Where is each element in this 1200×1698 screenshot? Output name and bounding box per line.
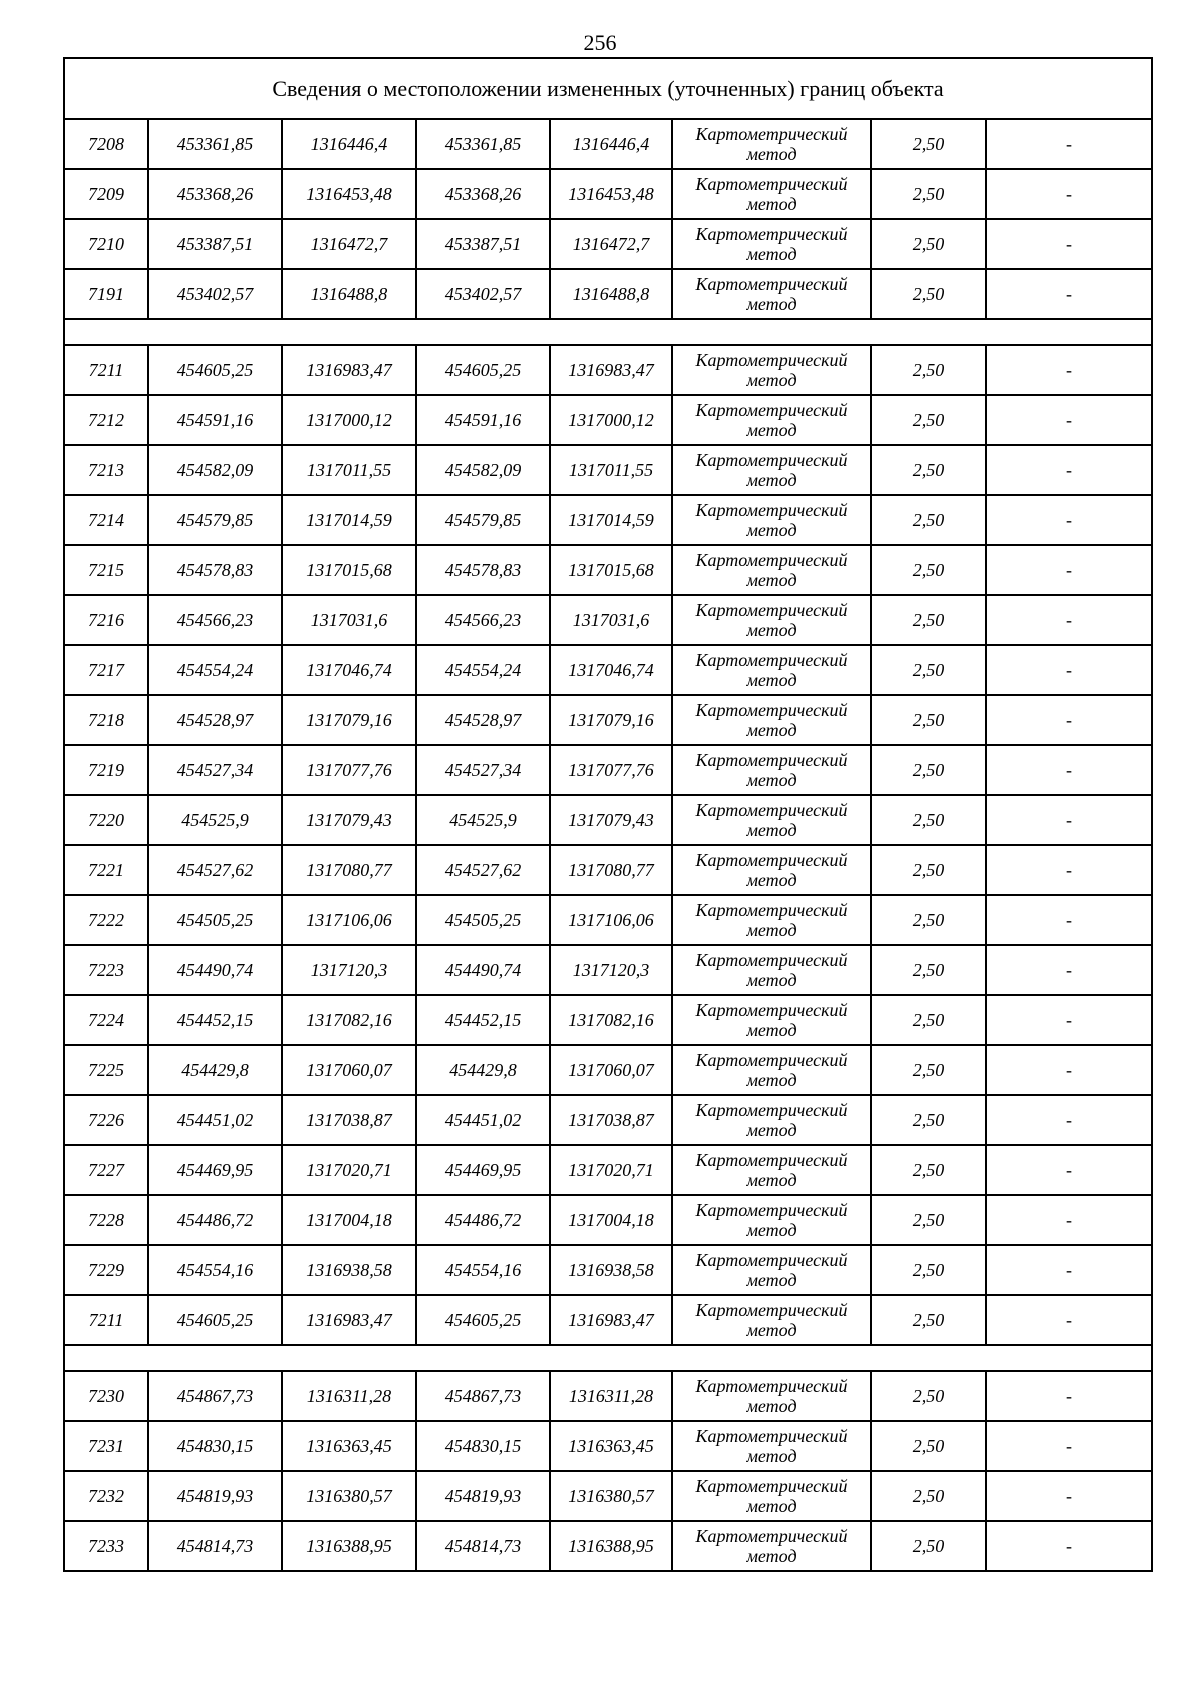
cell-method: Картометрический метод (672, 545, 871, 595)
cell-y-new: 1317046,74 (550, 645, 672, 695)
cell-y-new: 1317000,12 (550, 395, 672, 445)
cell-x-existing: 454527,62 (148, 845, 282, 895)
cell-x-new: 454605,25 (416, 345, 550, 395)
cell-y-existing: 1317120,3 (282, 945, 416, 995)
cell-x-new: 454486,72 (416, 1195, 550, 1245)
cell-method: Картометрический метод (672, 895, 871, 945)
cell-point-number: 7191 (64, 269, 148, 319)
table-row (64, 595, 1152, 645)
cell-y-new: 1316488,8 (550, 269, 672, 319)
cell-y-existing: 1316983,47 (282, 345, 416, 395)
cell-y-new: 1316311,28 (550, 1371, 672, 1421)
cell-method: Картометрический метод (672, 845, 871, 895)
separator-cell (64, 319, 1152, 345)
table-row (64, 645, 1152, 695)
table-row (64, 1245, 1152, 1295)
cell-method: Картометрический метод (672, 269, 871, 319)
cell-x-existing: 454578,83 (148, 545, 282, 595)
table-row (64, 395, 1152, 445)
cell-point-number: 7212 (64, 395, 148, 445)
cell-point-number: 7224 (64, 995, 148, 1045)
cell-method: Картометрический метод (672, 1295, 871, 1345)
cell-y-existing: 1316453,48 (282, 169, 416, 219)
cell-accuracy: 2,50 (871, 1295, 986, 1345)
cell-accuracy: 2,50 (871, 1195, 986, 1245)
cell-y-existing: 1317046,74 (282, 645, 416, 695)
cell-x-new: 454505,25 (416, 895, 550, 945)
cell-point-number: 7232 (64, 1471, 148, 1521)
table-header-row (64, 58, 1152, 119)
cell-description: - (986, 1095, 1152, 1145)
cell-description: - (986, 219, 1152, 269)
cell-y-existing: 1317038,87 (282, 1095, 416, 1145)
cell-description: - (986, 395, 1152, 445)
table-row (64, 269, 1152, 319)
cell-description: - (986, 695, 1152, 745)
cell-y-existing: 1317060,07 (282, 1045, 416, 1095)
cell-point-number: 7213 (64, 445, 148, 495)
cell-y-existing: 1317106,06 (282, 895, 416, 945)
cell-x-existing: 454554,16 (148, 1245, 282, 1295)
cell-y-new: 1316983,47 (550, 345, 672, 395)
cell-y-existing: 1316472,7 (282, 219, 416, 269)
table-row (64, 945, 1152, 995)
cell-x-existing: 454554,24 (148, 645, 282, 695)
cell-point-number: 7211 (64, 345, 148, 395)
cell-description: - (986, 1295, 1152, 1345)
cell-y-existing: 1316388,95 (282, 1521, 416, 1571)
cell-description: - (986, 495, 1152, 545)
cell-y-existing: 1316938,58 (282, 1245, 416, 1295)
cell-method: Картометрический метод (672, 345, 871, 395)
cell-x-existing: 454566,23 (148, 595, 282, 645)
table-row (64, 845, 1152, 895)
cell-description: - (986, 119, 1152, 169)
cell-y-new: 1317004,18 (550, 1195, 672, 1245)
cell-method: Картометрический метод (672, 995, 871, 1045)
cell-x-existing: 454525,9 (148, 795, 282, 845)
cell-description: - (986, 745, 1152, 795)
cell-x-new: 454527,62 (416, 845, 550, 895)
cell-method: Картометрический метод (672, 645, 871, 695)
cell-accuracy: 2,50 (871, 545, 986, 595)
cell-description: - (986, 1195, 1152, 1245)
cell-y-existing: 1317011,55 (282, 445, 416, 495)
cell-accuracy: 2,50 (871, 845, 986, 895)
cell-method: Картометрический метод (672, 119, 871, 169)
cell-x-existing: 454429,8 (148, 1045, 282, 1095)
cell-y-existing: 1317020,71 (282, 1145, 416, 1195)
cell-accuracy: 2,50 (871, 119, 986, 169)
cell-description: - (986, 345, 1152, 395)
cell-x-new: 454528,97 (416, 695, 550, 745)
cell-y-new: 1317038,87 (550, 1095, 672, 1145)
table-row (64, 995, 1152, 1045)
cell-x-new: 453387,51 (416, 219, 550, 269)
cell-method: Картометрический метод (672, 795, 871, 845)
cell-y-existing: 1317077,76 (282, 745, 416, 795)
cell-description: - (986, 595, 1152, 645)
cell-accuracy: 2,50 (871, 645, 986, 695)
cell-y-existing: 1316488,8 (282, 269, 416, 319)
cell-x-new: 454527,34 (416, 745, 550, 795)
cell-y-new: 1316938,58 (550, 1245, 672, 1295)
cell-y-existing: 1316446,4 (282, 119, 416, 169)
cell-x-existing: 454505,25 (148, 895, 282, 945)
cell-point-number: 7230 (64, 1371, 148, 1421)
table-row (64, 1045, 1152, 1095)
cell-description: - (986, 169, 1152, 219)
cell-x-new: 454452,15 (416, 995, 550, 1045)
cell-y-existing: 1317004,18 (282, 1195, 416, 1245)
table-row (64, 1295, 1152, 1345)
cell-y-existing: 1317015,68 (282, 545, 416, 595)
table-body (64, 58, 1152, 1571)
cell-y-new: 1316472,7 (550, 219, 672, 269)
cell-x-existing: 454490,74 (148, 945, 282, 995)
cell-method: Картометрический метод (672, 1471, 871, 1521)
cell-accuracy: 2,50 (871, 1421, 986, 1471)
cell-method: Картометрический метод (672, 169, 871, 219)
cell-x-existing: 453361,85 (148, 119, 282, 169)
cell-description: - (986, 269, 1152, 319)
cell-point-number: 7231 (64, 1421, 148, 1471)
table-row (64, 495, 1152, 545)
cell-description: - (986, 945, 1152, 995)
cell-description: - (986, 1471, 1152, 1521)
cell-x-existing: 454528,97 (148, 695, 282, 745)
cell-accuracy: 2,50 (871, 219, 986, 269)
cell-x-existing: 454452,15 (148, 995, 282, 1045)
page-number: 256 (583, 30, 617, 55)
cell-method: Картометрический метод (672, 1245, 871, 1295)
cell-y-new: 1317014,59 (550, 495, 672, 545)
cell-method: Картометрический метод (672, 595, 871, 645)
cell-y-new: 1317077,76 (550, 745, 672, 795)
cell-point-number: 7215 (64, 545, 148, 595)
cell-method: Картометрический метод (672, 1045, 871, 1095)
cell-x-new: 454490,74 (416, 945, 550, 995)
cell-point-number: 7229 (64, 1245, 148, 1295)
cell-x-existing: 453402,57 (148, 269, 282, 319)
table-row (64, 1421, 1152, 1471)
table-row (64, 345, 1152, 395)
cell-point-number: 7227 (64, 1145, 148, 1195)
table-row (64, 1145, 1152, 1195)
cell-x-new: 453361,85 (416, 119, 550, 169)
cell-x-new: 453402,57 (416, 269, 550, 319)
cell-x-existing: 454867,73 (148, 1371, 282, 1421)
cell-point-number: 7208 (64, 119, 148, 169)
table-row (64, 1371, 1152, 1421)
cell-y-existing: 1317000,12 (282, 395, 416, 445)
cell-description: - (986, 545, 1152, 595)
cell-y-new: 1317079,16 (550, 695, 672, 745)
cell-x-existing: 454486,72 (148, 1195, 282, 1245)
cell-x-existing: 454814,73 (148, 1521, 282, 1571)
cell-y-existing: 1317079,16 (282, 695, 416, 745)
cell-y-existing: 1316380,57 (282, 1471, 416, 1521)
cell-accuracy: 2,50 (871, 995, 986, 1045)
cell-accuracy: 2,50 (871, 495, 986, 545)
cell-x-existing: 454527,34 (148, 745, 282, 795)
cell-point-number: 7211 (64, 1295, 148, 1345)
cell-y-new: 1317011,55 (550, 445, 672, 495)
cell-point-number: 7210 (64, 219, 148, 269)
cell-x-existing: 453368,26 (148, 169, 282, 219)
cell-x-existing: 454819,93 (148, 1471, 282, 1521)
cell-point-number: 7225 (64, 1045, 148, 1095)
table-row (64, 1471, 1152, 1521)
boundary-coordinates-table (63, 57, 1153, 1572)
table-row (64, 895, 1152, 945)
table-row (64, 219, 1152, 269)
cell-x-new: 454451,02 (416, 1095, 550, 1145)
cell-description: - (986, 845, 1152, 895)
cell-y-new: 1316388,95 (550, 1521, 672, 1571)
separator-row (64, 319, 1152, 345)
cell-y-new: 1317031,6 (550, 595, 672, 645)
cell-accuracy: 2,50 (871, 169, 986, 219)
cell-accuracy: 2,50 (871, 1145, 986, 1195)
cell-x-new: 454830,15 (416, 1421, 550, 1471)
cell-y-new: 1316380,57 (550, 1471, 672, 1521)
cell-accuracy: 2,50 (871, 895, 986, 945)
cell-x-new: 454554,24 (416, 645, 550, 695)
cell-y-existing: 1317082,16 (282, 995, 416, 1045)
cell-y-new: 1316446,4 (550, 119, 672, 169)
cell-method: Картометрический метод (672, 219, 871, 269)
cell-x-existing: 454605,25 (148, 1295, 282, 1345)
cell-y-new: 1317120,3 (550, 945, 672, 995)
table-row (64, 545, 1152, 595)
cell-method: Картометрический метод (672, 1521, 871, 1571)
cell-x-new: 454819,93 (416, 1471, 550, 1521)
cell-x-existing: 454830,15 (148, 1421, 282, 1471)
table-row (64, 169, 1152, 219)
cell-x-existing: 453387,51 (148, 219, 282, 269)
cell-x-new: 453368,26 (416, 169, 550, 219)
cell-x-new: 454469,95 (416, 1145, 550, 1195)
cell-point-number: 7219 (64, 745, 148, 795)
cell-accuracy: 2,50 (871, 1471, 986, 1521)
cell-y-new: 1317060,07 (550, 1045, 672, 1095)
cell-x-existing: 454579,85 (148, 495, 282, 545)
cell-x-new: 454582,09 (416, 445, 550, 495)
table-row (64, 745, 1152, 795)
cell-method: Картометрический метод (672, 1421, 871, 1471)
table-row (64, 1521, 1152, 1571)
cell-description: - (986, 1521, 1152, 1571)
cell-accuracy: 2,50 (871, 1521, 986, 1571)
cell-x-new: 454429,8 (416, 1045, 550, 1095)
cell-y-existing: 1317031,6 (282, 595, 416, 645)
cell-description: - (986, 645, 1152, 695)
cell-y-new: 1316983,47 (550, 1295, 672, 1345)
cell-y-existing: 1317080,77 (282, 845, 416, 895)
cell-method: Картометрический метод (672, 945, 871, 995)
cell-accuracy: 2,50 (871, 1371, 986, 1421)
cell-method: Картометрический метод (672, 445, 871, 495)
cell-method: Картометрический метод (672, 695, 871, 745)
cell-accuracy: 2,50 (871, 445, 986, 495)
cell-accuracy: 2,50 (871, 695, 986, 745)
cell-y-existing: 1317079,43 (282, 795, 416, 845)
cell-y-existing: 1316983,47 (282, 1295, 416, 1345)
cell-point-number: 7216 (64, 595, 148, 645)
cell-y-existing: 1317014,59 (282, 495, 416, 545)
cell-method: Картометрический метод (672, 1195, 871, 1245)
cell-point-number: 7223 (64, 945, 148, 995)
cell-y-new: 1316453,48 (550, 169, 672, 219)
cell-point-number: 7221 (64, 845, 148, 895)
cell-description: - (986, 1371, 1152, 1421)
cell-x-existing: 454469,95 (148, 1145, 282, 1195)
cell-x-new: 454525,9 (416, 795, 550, 845)
cell-method: Картометрический метод (672, 1371, 871, 1421)
cell-description: - (986, 1045, 1152, 1095)
table-row (64, 1095, 1152, 1145)
cell-description: - (986, 445, 1152, 495)
cell-point-number: 7228 (64, 1195, 148, 1245)
cell-description: - (986, 995, 1152, 1045)
cell-point-number: 7218 (64, 695, 148, 745)
cell-y-existing: 1316311,28 (282, 1371, 416, 1421)
cell-point-number: 7214 (64, 495, 148, 545)
cell-y-existing: 1316363,45 (282, 1421, 416, 1471)
cell-accuracy: 2,50 (871, 795, 986, 845)
separator-row (64, 1345, 1152, 1371)
cell-x-new: 454566,23 (416, 595, 550, 645)
cell-accuracy: 2,50 (871, 345, 986, 395)
cell-x-existing: 454591,16 (148, 395, 282, 445)
table-row (64, 1195, 1152, 1245)
cell-method: Картометрический метод (672, 395, 871, 445)
cell-x-new: 454814,73 (416, 1521, 550, 1571)
separator-cell (64, 1345, 1152, 1371)
cell-x-existing: 454582,09 (148, 445, 282, 495)
cell-y-new: 1317106,06 (550, 895, 672, 945)
cell-x-new: 454605,25 (416, 1295, 550, 1345)
cell-method: Картометрический метод (672, 1095, 871, 1145)
cell-description: - (986, 895, 1152, 945)
cell-accuracy: 2,50 (871, 595, 986, 645)
cell-x-new: 454591,16 (416, 395, 550, 445)
cell-x-existing: 454605,25 (148, 345, 282, 395)
table-row (64, 445, 1152, 495)
cell-x-new: 454578,83 (416, 545, 550, 595)
cell-y-new: 1316363,45 (550, 1421, 672, 1471)
cell-accuracy: 2,50 (871, 945, 986, 995)
cell-accuracy: 2,50 (871, 395, 986, 445)
cell-point-number: 7226 (64, 1095, 148, 1145)
cell-accuracy: 2,50 (871, 1045, 986, 1095)
cell-x-new: 454579,85 (416, 495, 550, 545)
cell-x-new: 454554,16 (416, 1245, 550, 1295)
table-row (64, 795, 1152, 845)
cell-point-number: 7233 (64, 1521, 148, 1571)
cell-y-new: 1317082,16 (550, 995, 672, 1045)
cell-accuracy: 2,50 (871, 269, 986, 319)
cell-y-new: 1317015,68 (550, 545, 672, 595)
cell-method: Картометрический метод (672, 745, 871, 795)
table-title: Сведения о местоположении измененных (уточненных) границ объекта (64, 58, 1152, 119)
cell-accuracy: 2,50 (871, 1245, 986, 1295)
cell-method: Картометрический метод (672, 1145, 871, 1195)
cell-point-number: 7209 (64, 169, 148, 219)
cell-description: - (986, 1145, 1152, 1195)
cell-x-new: 454867,73 (416, 1371, 550, 1421)
cell-description: - (986, 1421, 1152, 1471)
table-row (64, 119, 1152, 169)
cell-point-number: 7217 (64, 645, 148, 695)
cell-point-number: 7222 (64, 895, 148, 945)
cell-accuracy: 2,50 (871, 745, 986, 795)
cell-y-new: 1317079,43 (550, 795, 672, 845)
cell-description: - (986, 795, 1152, 845)
cell-accuracy: 2,50 (871, 1095, 986, 1145)
cell-x-existing: 454451,02 (148, 1095, 282, 1145)
cell-y-new: 1317080,77 (550, 845, 672, 895)
cell-method: Картометрический метод (672, 495, 871, 545)
cell-point-number: 7220 (64, 795, 148, 845)
table-row (64, 695, 1152, 745)
cell-y-new: 1317020,71 (550, 1145, 672, 1195)
cell-description: - (986, 1245, 1152, 1295)
